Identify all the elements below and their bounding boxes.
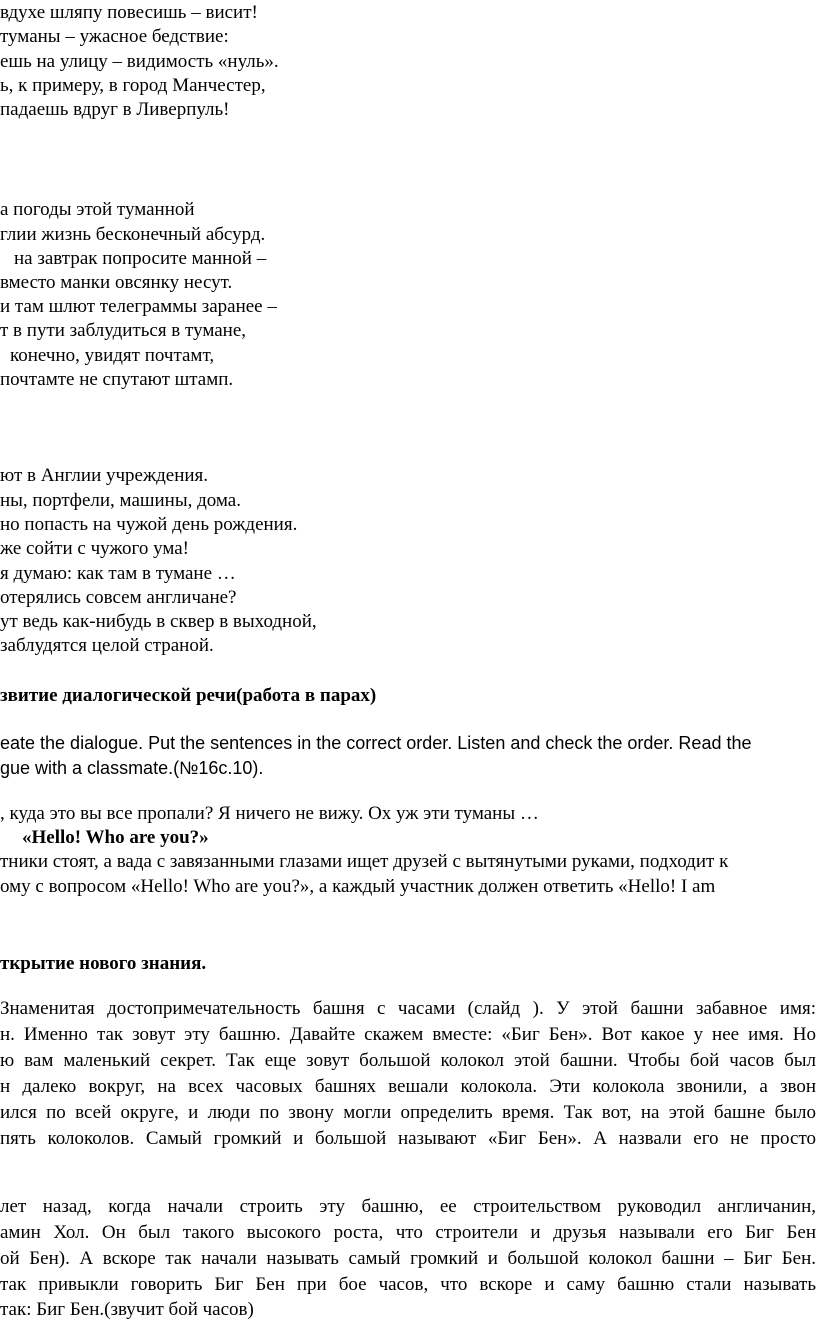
paragraph-line: ился по всей округе, и люди по звону могли определить время. Так вот, на этой башне было (0, 1102, 816, 1123)
question-line: , куда это вы все пропали? Я ничего не вижу. Ох уж эти туманы … (0, 803, 539, 824)
poem-line: ют в Англии учреждения. (0, 465, 209, 486)
poem-line: ешь на улицу – видимость «нуль». (0, 51, 279, 72)
poem-line: я думаю: как там в тумане … (0, 563, 236, 584)
poem-line: глии жизнь бесконечный абсурд. (0, 224, 266, 245)
poem-line: на завтрак попросите манной – (14, 248, 267, 269)
game-title: «Hello! Who are you?» (22, 827, 209, 848)
paragraph-line: ой Бен). А вскоре так начали называть самый громкий и большой колокол башни – Биг Бен. (0, 1248, 816, 1269)
game-line: тники стоят, а вада с завязанными глазами ищет друзей с вытянутыми руками, подходит к (0, 851, 729, 872)
poem-line: а погоды этой туманной (0, 199, 195, 220)
poem-line: падаешь вдруг в Ливерпуль! (0, 99, 230, 120)
poem-line: вместо манки овсянку несут. (0, 272, 233, 293)
poem-line: ны, портфели, машины, дома. (0, 490, 241, 511)
task-line: gue with a classmate.(№16с.10). (0, 758, 264, 778)
poem-line: туманы – ужасное бедствие: (0, 26, 229, 47)
paragraph-line: н. Именно так зовут эту башню. Давайте скажем вместе: «Биг Бен». Вот какое у нее имя. Но (0, 1024, 816, 1045)
section-heading-new-knowledge: ткрытие нового знания. (0, 953, 207, 974)
paragraph-line: так: Биг Бен.(звучит бой часов) (0, 1299, 254, 1320)
poem-line: но попасть на чужой день рождения. (0, 514, 298, 535)
poem-line: т в пути заблудиться в тумане, (0, 320, 247, 341)
poem-line: заблудятся целой страной. (0, 635, 214, 656)
paragraph-line: лет назад, когда начали строить эту башню, ее строительством руководил англичанин, (0, 1196, 816, 1217)
paragraph-line: пять колоколов. Самый громкий и большой называют «Биг Бен». А назвали его не просто (0, 1128, 816, 1149)
paragraph-line: амин Хол. Он был такого высокого роста, что строители и друзья называли его Биг Бен (0, 1222, 816, 1243)
poem-line: ь, к примеру, в город Манчестер, (0, 75, 266, 96)
poem-line: вдухе шляпу повесишь – висит! (0, 2, 258, 23)
poem-line: отерялись совсем англичане? (0, 587, 237, 608)
poem-line: ут ведь как-нибудь в сквер в выходной, (0, 611, 317, 632)
task-line: eate the dialogue. Put the sentences in the correct order. Listen and check the order. Read the (0, 733, 752, 753)
poem-line: и там шлют телеграммы заранее – (0, 296, 277, 317)
poem-line: же сойти с чужого ума! (0, 538, 189, 559)
paragraph-line: ю вам маленький секрет. Так еще зовут большой колокол этой башни. Чтобы бой часов был (0, 1050, 816, 1071)
paragraph-line: так привыкли говорить Биг Бен при бое часов, что вскоре и саму башню стали называть (0, 1274, 816, 1295)
section-heading-dialogue: звитие диалогической речи(работа в парах) (0, 685, 377, 706)
game-line: ому с вопросом «Hello! Who are you?», а каждый участник должен ответить «Hello! I am (0, 876, 716, 897)
paragraph-line: Знаменитая достопримечательность башня с часами (слайд ). У этой башни забавное имя: (0, 998, 816, 1019)
paragraph-line: н далеко вокруг, на всех часовых башнях вешали колокола. Эти колокола звонили, а звон (0, 1076, 816, 1097)
poem-line: конечно, увидят почтамт, (10, 345, 215, 366)
poem-line: почтамте не спутают штамп. (0, 369, 234, 390)
